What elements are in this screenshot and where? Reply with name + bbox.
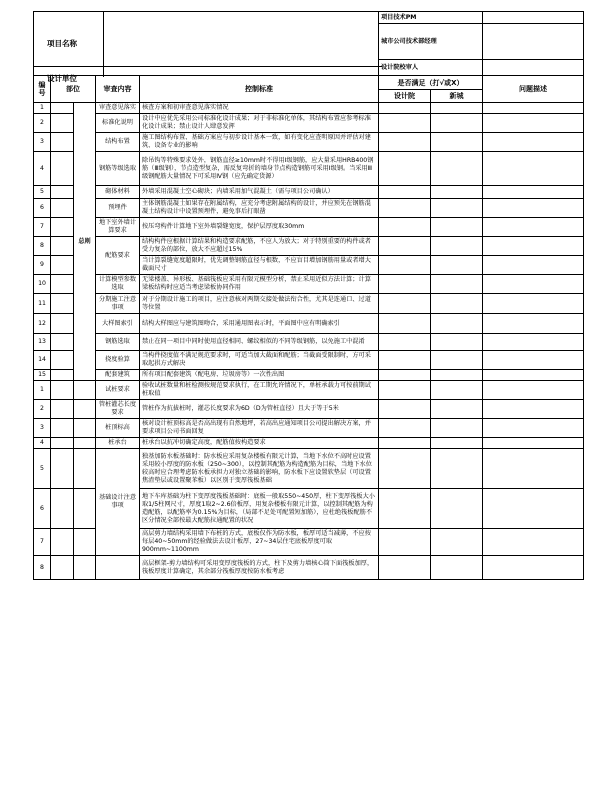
dept-cell — [51, 529, 74, 556]
xincheng-check[interactable] — [431, 256, 483, 275]
table-row — [34, 419, 584, 438]
xincheng-check[interactable] — [431, 529, 483, 556]
project-name-label: 项目名称 — [47, 39, 77, 48]
design-inst-check[interactable] — [379, 199, 431, 218]
institute-value[interactable] — [483, 60, 584, 76]
row-standard: 当计算裂缝宽度超限时，优先调整钢筋直径与根数，不应盲目增加钢筋用量或者增大截面尺寸 — [140, 256, 379, 275]
row-no: 13 — [34, 334, 51, 351]
row-no: 15 — [34, 370, 51, 381]
row-item: 桩顶标高 — [96, 419, 140, 438]
table-row — [34, 449, 584, 489]
header-divider — [33, 66, 382, 67]
row-standard: 核对设计桩顶标高是否高出现有自然地坪，若高出应通知项目公司提出解决方案，并要求项目公司书面回复 — [140, 419, 379, 438]
dept-cell — [51, 275, 74, 294]
xincheng-check[interactable] — [431, 314, 483, 334]
row-standard: 桩承台以抗冲切确定高度，配筋值按构造要求 — [140, 438, 379, 449]
row-standard: 独基加防水板基础时：防水板应采用复杂楼板有限元计算，当地下水位不高时应设置采用较小厚度的防水板（250~300），以控制其配筋为构造配筋为目标，当地下水位较高时应合理考虑防水板承担力对独立基础的影响，防水板下应设置软垫层（可设置焦渣垫层或设置聚苯板）以区别于变厚筏板基础 — [140, 449, 379, 489]
col-issue: 问题描述 — [483, 76, 584, 103]
city-head-value[interactable] — [483, 24, 584, 60]
row-no: 4 — [34, 438, 51, 449]
dept-cell — [51, 334, 74, 351]
design-inst-check[interactable] — [379, 275, 431, 294]
col-no: 编号 — [34, 76, 51, 103]
issue-cell[interactable] — [483, 199, 584, 218]
issue-cell[interactable] — [483, 256, 584, 275]
row-standard: 当构件挠度值不满足规范要求时，可适当加大截面和配筋；当截面受限制时，方可采取起拱方式解决 — [140, 351, 379, 370]
row-no: 8 — [34, 556, 51, 580]
row-item: 大样图索引 — [96, 314, 140, 334]
design-inst-check[interactable] — [379, 370, 431, 381]
dept-cell — [51, 489, 74, 529]
review-sheet — [33, 11, 583, 580]
row-no: 1 — [34, 381, 51, 400]
group-label: 总则 — [74, 103, 96, 381]
issue-cell[interactable] — [483, 370, 584, 381]
row-no: 3 — [34, 133, 51, 152]
issue-cell[interactable] — [483, 529, 584, 556]
dept-cell — [51, 103, 74, 114]
issue-cell[interactable] — [483, 556, 584, 580]
issue-cell[interactable] — [483, 351, 584, 370]
table-row — [34, 370, 584, 381]
issue-cell[interactable] — [483, 381, 584, 400]
row-standard: 地下车库基础为柱下变厚度筏板基础时：底板一般取550~450厚，柱下变厚筏板大小取1/5柱网尺寸，厚度1取2~2.6倍板厚，用复杂楼板有限元计算，以控制其配筋为构造配筋，以配筋率为0.15%为目标，（局部不足处可配置短加筋），应杜绝筏板配筋不区分情况全部按最大配筋拉通配置的状况 — [140, 489, 379, 529]
row-item: 计算模型参数选取 — [96, 275, 140, 294]
xincheng-check[interactable] — [431, 114, 483, 133]
row-item: 配筋要求 — [96, 237, 140, 275]
row-standard: 禁止在同一项目中同时使用直径相同、螺纹相似的不同等级钢筋，以免施工中混淆 — [140, 334, 379, 351]
xincheng-check[interactable] — [431, 218, 483, 237]
dept-cell — [51, 449, 74, 489]
row-standard: 除吊钩等特殊要求处外，钢筋直径≥10mm时不得用Ⅰ级钢筋，应大量采用HRB400钢筋（Ⅲ级钢），节点造型复杂，需反复弯折的墙身节点构造钢筋可采用Ⅰ级钢。当采用Ⅲ级钢配筋大量情况下可采用Ⅳ钢（应先确定货源） — [140, 152, 379, 186]
pm-label: 项目技术PM — [379, 12, 483, 24]
row-no: 3 — [34, 419, 51, 438]
table-row — [34, 556, 584, 580]
table-row — [34, 237, 584, 256]
dept-cell — [51, 218, 74, 237]
group-cell — [74, 449, 96, 489]
col-dept: 部位 — [51, 76, 96, 103]
col-standard: 控制标准 — [140, 76, 379, 103]
row-standard: 验收试桩数量和桩检测按规范要求执行，在工期允许情况下，单桩承载力可按前期试桩取值 — [140, 381, 379, 400]
table-row — [34, 114, 584, 133]
row-standard: 高层剪力墙结构采用墙下布桩的方式，底板仅作为防水板，板厚可适当减薄，不应按每层40~50mm的经验做法去设计板厚，27~34层住宅底板厚度可取900mm~1100mm — [140, 529, 379, 556]
institute-label: 设计院校审人 — [379, 60, 483, 76]
row-standard: 结构大样图应与建筑图吻合，采用通用图表示时，平面图中应有明确索引 — [140, 314, 379, 334]
design-inst-check[interactable] — [379, 133, 431, 152]
row-item: 管桩灌芯长度要求 — [96, 400, 140, 419]
city-head-label: 城市公司技术部经理 — [379, 24, 483, 60]
header-vline — [103, 11, 104, 77]
xincheng-check[interactable] — [431, 237, 483, 256]
issue-cell[interactable] — [483, 218, 584, 237]
group-cell — [74, 489, 96, 529]
row-item: 配套建筑 — [96, 370, 140, 381]
design-inst-check[interactable] — [379, 400, 431, 419]
row-item: 分期施工注意事项 — [96, 294, 140, 314]
table-row — [34, 152, 584, 186]
row-no: 5 — [34, 449, 51, 489]
design-inst-check[interactable] — [379, 449, 431, 489]
xincheng-check[interactable] — [431, 133, 483, 152]
row-item: 试桩要求 — [96, 381, 140, 400]
row-standard: 所有项目配套建筑（配电房、垃圾房等）一次性出图 — [140, 370, 379, 381]
row-standard: 设计中应优先采用公司标准化设计成果；对于非标准化单体，其结构布置应参考标准化设计成果；禁止设计人肆意发挥 — [140, 114, 379, 133]
table-row — [34, 381, 584, 400]
design-inst-check[interactable] — [379, 334, 431, 351]
row-item — [96, 556, 140, 580]
row-no: 2 — [34, 400, 51, 419]
table-row — [34, 400, 584, 419]
xincheng-check[interactable] — [431, 275, 483, 294]
row-item: 砌体材料 — [96, 186, 140, 199]
table-row — [34, 133, 584, 152]
design-inst-check[interactable] — [379, 237, 431, 256]
table-row — [34, 103, 584, 114]
design-inst-check[interactable] — [379, 419, 431, 438]
group-cell — [74, 381, 96, 400]
row-standard: 按压弯构件计算地下室外墙裂缝宽度，保护层厚度取30mm — [140, 218, 379, 237]
design-inst-check[interactable] — [379, 438, 431, 449]
design-inst-check[interactable] — [379, 351, 431, 370]
xincheng-check[interactable] — [431, 351, 483, 370]
dept-cell — [51, 351, 74, 370]
design-inst-check[interactable] — [379, 103, 431, 114]
row-no: 6 — [34, 199, 51, 218]
standards-table — [33, 75, 584, 580]
issue-cell[interactable] — [483, 419, 584, 438]
issue-cell[interactable] — [483, 334, 584, 351]
group-cell — [74, 438, 96, 449]
row-standard: 对于分期设计施工的项目，应注意核对两期交接处做法衔合性，尤其是连通口、过道等位置 — [140, 294, 379, 314]
row-no: 1 — [34, 103, 51, 114]
dept-cell — [51, 237, 74, 256]
design-inst-check[interactable] — [379, 256, 431, 275]
col-item: 审查内容 — [96, 76, 140, 103]
row-no: 6 — [34, 489, 51, 529]
xincheng-check[interactable] — [431, 334, 483, 351]
dept-cell — [51, 133, 74, 152]
table-row — [34, 275, 584, 294]
row-item: 结构布置 — [96, 133, 140, 152]
design-inst-check[interactable] — [379, 314, 431, 334]
pm-value[interactable] — [483, 12, 584, 24]
dept-cell — [51, 381, 74, 400]
dept-cell — [51, 152, 74, 186]
xincheng-check[interactable] — [431, 199, 483, 218]
row-standard: 管桩作为抗拔桩时，灌芯长度要求为6D（D为管桩直径）且大于等于5米 — [140, 400, 379, 419]
row-item: 基础设计注意事项 — [96, 449, 140, 556]
table-row — [34, 351, 584, 370]
issue-cell[interactable] — [483, 186, 584, 199]
xincheng-check[interactable] — [431, 103, 483, 114]
col-design-inst: 设计院 — [379, 90, 431, 103]
xincheng-check[interactable] — [431, 556, 483, 580]
design-inst-check[interactable] — [379, 556, 431, 580]
xincheng-check[interactable] — [431, 381, 483, 400]
dept-cell — [51, 370, 74, 381]
issue-cell[interactable] — [483, 103, 584, 114]
xincheng-check[interactable] — [431, 186, 483, 199]
row-no: 12 — [34, 314, 51, 334]
issue-cell[interactable] — [483, 133, 584, 152]
design-inst-check[interactable] — [379, 529, 431, 556]
xincheng-check[interactable] — [431, 438, 483, 449]
issue-cell[interactable] — [483, 275, 584, 294]
row-item: 桩承台 — [96, 438, 140, 449]
row-item: 地下室外墙计算要求 — [96, 218, 140, 237]
row-item: 钢筋等级选取 — [96, 152, 140, 186]
issue-cell[interactable] — [483, 489, 584, 529]
issue-cell[interactable] — [483, 237, 584, 256]
table-row — [34, 334, 584, 351]
xincheng-check[interactable] — [431, 152, 483, 186]
design-inst-check[interactable] — [379, 114, 431, 133]
dept-cell — [51, 314, 74, 334]
dept-cell — [51, 199, 74, 218]
row-no: 11 — [34, 294, 51, 314]
dept-cell — [51, 400, 74, 419]
issue-cell[interactable] — [483, 152, 584, 186]
issue-cell[interactable] — [483, 114, 584, 133]
dept-cell — [51, 114, 74, 133]
row-item: 挠度验算 — [96, 351, 140, 370]
row-no: 5 — [34, 186, 51, 199]
table-row — [34, 186, 584, 199]
col-satisfy: 是否满足（打√或X） — [379, 76, 483, 90]
design-inst-check[interactable] — [379, 152, 431, 186]
group-cell — [74, 529, 96, 556]
group-cell — [74, 419, 96, 438]
table-row — [34, 218, 584, 237]
row-standard: 核查方案和初审查意见落实情况 — [140, 103, 379, 114]
dept-cell — [51, 438, 74, 449]
row-no: 4 — [34, 152, 51, 186]
designer-label: 设计单位 — [47, 74, 77, 83]
dept-cell — [51, 186, 74, 199]
row-no: 7 — [34, 529, 51, 556]
row-item: 审查意见落实 — [96, 103, 140, 114]
dept-cell — [51, 294, 74, 314]
row-standard: 施工图结构布置、基础方案应与初步设计基本一致，如有变化应查明原因并评估对建筑、设备专业的影响 — [140, 133, 379, 152]
group-cell — [74, 400, 96, 419]
design-inst-check[interactable] — [379, 218, 431, 237]
issue-cell[interactable] — [483, 449, 584, 489]
dept-cell — [51, 419, 74, 438]
design-inst-check[interactable] — [379, 489, 431, 529]
design-inst-check[interactable] — [379, 186, 431, 199]
row-item: 预埋件 — [96, 199, 140, 218]
issue-cell[interactable] — [483, 314, 584, 334]
group-cell — [74, 556, 96, 580]
row-no: 8 — [34, 237, 51, 256]
row-standard: 主体钢筋混凝土如果存在附属结构，应充分考虑附属结构的设计，并应预先在钢筋混凝土结构设计中设置预埋件，避免事后打眼凿 — [140, 199, 379, 218]
row-no: 7 — [34, 218, 51, 237]
issue-cell[interactable] — [483, 438, 584, 449]
table-row — [34, 199, 584, 218]
dept-cell — [51, 556, 74, 580]
row-no: 2 — [34, 114, 51, 133]
row-item: 钢筋选取 — [96, 334, 140, 351]
xincheng-check[interactable] — [431, 400, 483, 419]
table-row — [34, 314, 584, 334]
xincheng-check[interactable] — [431, 489, 483, 529]
row-standard: 高层框架-剪力墙结构可采用变厚度筏板的方式，柱下及剪力墙核心筒下面筏板加厚，筏板厚度计算确定，其余部分筏板厚度按防水板考虑 — [140, 556, 379, 580]
table-row — [34, 294, 584, 314]
issue-cell[interactable] — [483, 400, 584, 419]
xincheng-check[interactable] — [431, 294, 483, 314]
row-standard: 外墙采用混凝土空心砌块；内墙采用加气混凝土（需与项目公司确认） — [140, 186, 379, 199]
row-standard: 结构构件应根据计算结果和构造要求配筋，不应人为放大；对于特别重要的构件或者受力复杂的部位，放大不应超过15% — [140, 237, 379, 256]
xincheng-check[interactable] — [431, 370, 483, 381]
row-no: 10 — [34, 275, 51, 294]
issue-cell[interactable] — [483, 294, 584, 314]
table-row — [34, 438, 584, 449]
row-item: 标准化说明 — [96, 114, 140, 133]
row-no: 9 — [34, 256, 51, 275]
col-xincheng: 新城 — [431, 90, 483, 103]
design-inst-check[interactable] — [379, 294, 431, 314]
xincheng-check[interactable] — [431, 419, 483, 438]
row-standard: 无梁楼盖、异形板、基础筏板应采用有限元模型分析，禁止采用近似方法计算；计算梁板结构时应适当考虑梁板协同作用 — [140, 275, 379, 294]
row-no: 14 — [34, 351, 51, 370]
dept-cell — [51, 256, 74, 275]
design-inst-check[interactable] — [379, 381, 431, 400]
xincheng-check[interactable] — [431, 449, 483, 489]
